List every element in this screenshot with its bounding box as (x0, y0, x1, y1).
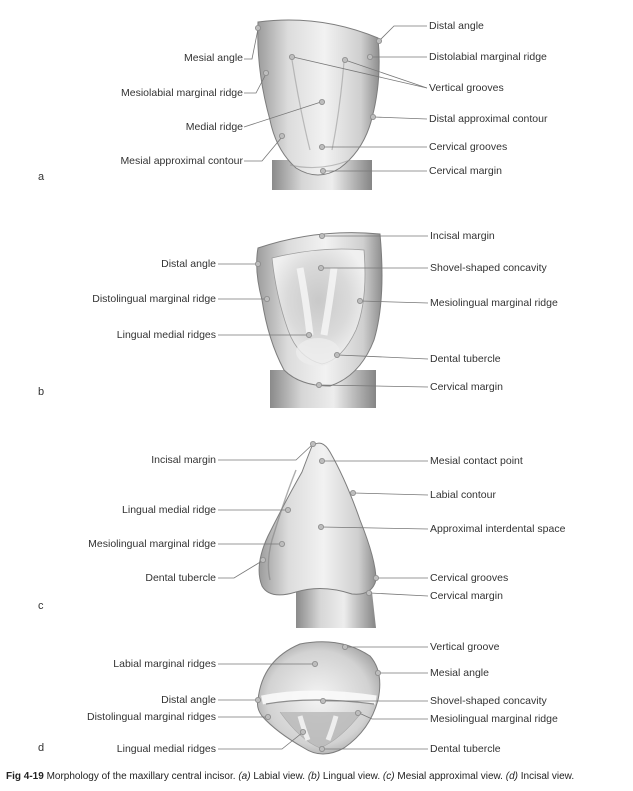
panel-a-point-cervical-grooves (319, 144, 324, 149)
panel-a-point-distolabial (367, 54, 372, 59)
panel-d-point-lingual-medial (300, 729, 305, 734)
caption-b-id: (b) (307, 771, 321, 782)
panel-a-label-distal-approximal-contour: Distal approximal contour (429, 113, 548, 125)
panel-d-point-shovel-concavity (320, 698, 325, 703)
panel-a-label-mesial-angle: Mesial angle (184, 52, 243, 64)
panel-a-label-cervical-grooves: Cervical grooves (429, 141, 508, 153)
panel-d-label-shovel-shaped-concavity: Shovel-shaped concavity (430, 695, 547, 707)
panel-d-point-distal-angle (255, 697, 260, 702)
panel-b-label-dental-tubercle: Dental tubercle (430, 353, 501, 365)
panel-d-letter: d (38, 742, 45, 754)
panel-a-label-mesial-approximal-contour: Mesial approximal contour (120, 155, 243, 167)
caption-a-text: Labial view. (253, 771, 306, 782)
panel-b-lingual-view (38, 230, 558, 408)
panel-a-point-distal-contour (370, 114, 375, 119)
panel-c-point-interdental-space (318, 524, 323, 529)
panel-b-point-mesiolingual (357, 298, 362, 303)
panel-b-point-shovel-concavity (318, 265, 323, 270)
panel-c-point-incisal-margin (310, 441, 315, 446)
panel-c-point-mesial-contact (319, 458, 324, 463)
panel-b-point-distolingual (264, 296, 269, 301)
panel-c-point-lingual-medial (285, 507, 290, 512)
panel-a-point-vertical-groove-2 (342, 57, 347, 62)
panel-a-label-distolabial-marginal-ridge: Distolabial marginal ridge (429, 51, 547, 63)
caption-figure-number: Fig 4-19 (6, 771, 44, 782)
panel-b-point-cervical-margin (316, 382, 321, 387)
panel-d-label-distal-angle: Distal angle (161, 694, 216, 706)
panel-b-point-lingual-medial (306, 332, 311, 337)
panel-a-point-mesiolabial (263, 70, 268, 75)
panel-c-point-mesiolingual (279, 541, 284, 546)
panel-c-label-mesial-contact-point: Mesial contact point (430, 455, 523, 467)
panel-d-incisal-view (38, 641, 558, 755)
panel-d-point-vertical-groove (342, 644, 347, 649)
panel-b-label-mesiolingual-marginal-ridge: Mesiolingual marginal ridge (430, 297, 558, 309)
panel-b-label-incisal-margin: Incisal margin (430, 230, 495, 242)
panel-c-label-mesiolingual-marginal-ridge: Mesiolingual marginal ridge (88, 538, 216, 550)
panel-d-point-mesiolingual (355, 710, 360, 715)
caption-c-id: (c) (382, 771, 395, 782)
caption-b-text: Lingual view. (322, 771, 381, 782)
panel-b-label-cervical-margin: Cervical margin (430, 381, 503, 393)
panel-c-label-incisal-margin: Incisal margin (151, 454, 216, 466)
panel-a-point-mesial-angle (255, 25, 260, 30)
panel-b-point-incisal-margin (319, 233, 324, 238)
figure-caption (6, 765, 631, 789)
panel-b-label-distal-angle: Distal angle (161, 258, 216, 270)
caption-a-id: (a) (238, 771, 251, 782)
panel-c-label-lingual-medial-ridge: Lingual medial ridge (122, 504, 216, 516)
panel-d-label-distolingual-marginal-ridges: Distolingual marginal ridges (87, 711, 216, 723)
panel-b-label-distolingual-marginal-ridge: Distolingual marginal ridge (92, 293, 216, 305)
panel-d-point-distolingual (265, 714, 270, 719)
panel-c-point-cervical-margin (366, 590, 371, 595)
caption-c-text: Mesial approximal view. (397, 771, 503, 782)
panel-c-letter: c (38, 600, 44, 612)
panel-d-point-dental-tubercle (319, 746, 324, 751)
panel-a-point-cervical-margin (320, 168, 325, 173)
caption-d-id: (d) (505, 771, 518, 782)
panel-a-label-vertical-grooves: Vertical grooves (429, 82, 504, 94)
panel-d-label-vertical-groove: Vertical groove (430, 641, 500, 653)
panel-a-label-distal-angle: Distal angle (429, 20, 484, 32)
panel-b-label-lingual-medial-ridges: Lingual medial ridges (116, 329, 216, 341)
panel-b-point-distal-angle (255, 261, 260, 266)
panel-a-point-vertical-groove-1 (289, 54, 294, 59)
panel-d-label-mesial-angle: Mesial angle (430, 667, 489, 679)
panel-d-point-labial-marginal (312, 661, 317, 666)
panel-c-label-labial-contour: Labial contour (430, 489, 496, 501)
panel-a-crown (258, 20, 379, 175)
panel-a-label-cervical-margin: Cervical margin (429, 165, 502, 177)
panel-c-label-cervical-grooves: Cervical grooves (430, 572, 509, 584)
panel-d-label-dental-tubercle: Dental tubercle (430, 743, 501, 755)
panel-c-mesial-approximal-view (38, 441, 566, 628)
panel-a-point-distal-angle (376, 38, 381, 43)
panel-c-label-cervical-margin: Cervical margin (430, 590, 503, 602)
panel-c-label-dental-tubercle: Dental tubercle (145, 572, 216, 584)
panel-a-point-medial-ridge (319, 99, 324, 104)
panel-c-point-cervical-grooves (373, 575, 378, 580)
panel-a-letter: a (38, 171, 45, 183)
panel-d-label-lingual-medial-ridges: Lingual medial ridges (116, 743, 216, 755)
panel-a-label-medial-ridge: Medial ridge (185, 121, 243, 133)
panel-b-point-dental-tubercle (334, 352, 339, 357)
panel-d-point-mesial-angle (375, 670, 380, 675)
panel-d-label-labial-marginal-ridges: Labial marginal ridges (113, 658, 216, 670)
panel-b-letter: b (38, 386, 45, 398)
panel-b-label-shovel-shaped-concavity: Shovel-shaped concavity (430, 262, 547, 274)
panel-a-labial-view (38, 20, 548, 190)
panel-d-label-mesiolingual-marginal-ridge: Mesiolingual marginal ridge (430, 713, 558, 725)
panel-a-point-mesial-contour (279, 133, 284, 138)
panel-c-point-dental-tubercle (260, 557, 265, 562)
panel-c-crown (259, 443, 376, 595)
panel-a-label-mesiolabial-marginal-ridge: Mesiolabial marginal ridge (121, 87, 243, 99)
panel-c-label-approximal-interdental-space: Approximal interdental space (430, 523, 566, 535)
caption-main-text: Morphology of the maxillary central incisor. (46, 771, 236, 782)
panel-c-point-labial-contour (350, 490, 355, 495)
caption-d-text: Incisal view. (520, 771, 575, 782)
